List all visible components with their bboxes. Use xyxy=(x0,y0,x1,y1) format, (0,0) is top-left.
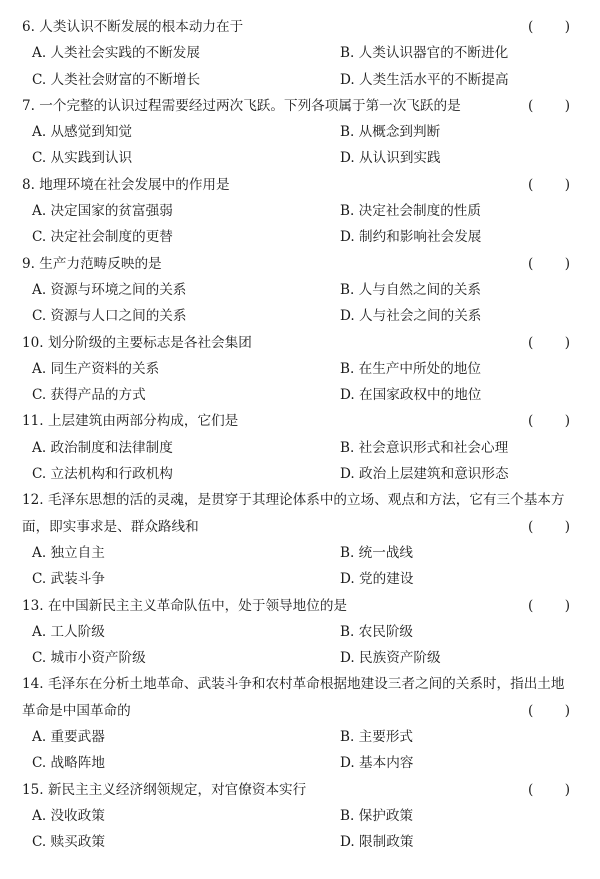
question-stem-line xyxy=(22,671,580,697)
question-stem-text: 11. 上层建筑由两部分构成，它们是 xyxy=(22,413,239,430)
options-row xyxy=(22,645,580,671)
answer-paren-open: ( xyxy=(528,702,534,719)
answer-paren-close: ) xyxy=(564,518,570,535)
answer-paren-open: ( xyxy=(528,597,534,614)
answer-blank[interactable] xyxy=(528,777,570,803)
option-b: B. 在生产中所处的地位 xyxy=(340,360,481,377)
option-c: C. 从实践到认识 xyxy=(32,150,133,167)
options-row xyxy=(22,119,580,145)
option-c: C. 城市小资产阶级 xyxy=(32,650,146,667)
question-stem-text: 13. 在中国新民主主义革命队伍中，处于领导地位的是 xyxy=(22,597,348,614)
question-stem-line xyxy=(22,93,580,119)
option-c: C. 武装斗争 xyxy=(32,571,105,588)
question-stem-line xyxy=(22,408,580,434)
option-b: B. 决定社会制度的性质 xyxy=(340,203,481,220)
option-d: D. 人与社会之间的关系 xyxy=(340,308,482,325)
question-stem-text: 15. 新民主主义经济纲领规定，对官僚资本实行 xyxy=(22,781,307,798)
option-b: B. 社会意识形式和社会心理 xyxy=(340,439,509,456)
option-a: A. 工人阶级 xyxy=(32,623,105,640)
options-row xyxy=(22,619,580,645)
option-a: A. 资源与环境之间的关系 xyxy=(32,281,187,298)
question-stem-line xyxy=(22,487,580,513)
question xyxy=(22,487,580,540)
answer-paren-close: ) xyxy=(564,255,570,272)
question-stem-line xyxy=(22,593,580,619)
option-b: B. 从概念到判断 xyxy=(340,124,441,141)
option-c: C. 战略阵地 xyxy=(32,755,105,772)
question-stem-text: 8. 地理环境在社会发展中的作用是 xyxy=(22,176,230,193)
options-row xyxy=(22,803,580,829)
option-d: D. 民族资产阶级 xyxy=(340,650,441,667)
question-stem-text: 7. 一个完整的认识过程需要经过两次飞跃。下列各项属于第一次飞跃的是 xyxy=(22,97,461,114)
answer-paren-open: ( xyxy=(528,334,534,351)
options-row xyxy=(22,224,580,250)
question-stem-line xyxy=(22,514,580,540)
question xyxy=(22,172,580,198)
option-d: D. 限制政策 xyxy=(340,834,414,851)
answer-paren-open: ( xyxy=(528,413,534,430)
options-row xyxy=(22,356,580,382)
answer-paren-open: ( xyxy=(528,97,534,114)
answer-blank[interactable] xyxy=(528,251,570,277)
option-b: B. 人类认识器官的不断进化 xyxy=(340,45,509,62)
answer-paren-open: ( xyxy=(528,176,534,193)
options-row xyxy=(22,724,580,750)
question-stem-line xyxy=(22,777,580,803)
answer-blank[interactable] xyxy=(528,93,570,119)
answer-paren-close: ) xyxy=(564,334,570,351)
options-row xyxy=(22,829,580,855)
option-c: C. 决定社会制度的更替 xyxy=(32,229,173,246)
question-stem-line xyxy=(22,330,580,356)
option-d: D. 政治上层建筑和意识形态 xyxy=(340,466,509,483)
option-c: C. 获得产品的方式 xyxy=(32,387,146,404)
question-stem-text: 6. 人类认识不断发展的根本动力在于 xyxy=(22,19,244,35)
answer-paren-close: ) xyxy=(564,781,570,798)
option-a: A. 独立自主 xyxy=(32,544,105,561)
options-row xyxy=(22,67,580,93)
options-row xyxy=(22,566,580,592)
question-stem-text: 14. 毛泽东在分析土地革命、武装斗争和农村革命根据地建设三者之间的关系时，指出土地 xyxy=(22,676,565,693)
option-d: D. 党的建设 xyxy=(340,571,414,588)
options-row xyxy=(22,277,580,303)
options-row xyxy=(22,145,580,171)
answer-paren-close: ) xyxy=(564,176,570,193)
option-b: B. 人与自然之间的关系 xyxy=(340,281,481,298)
option-a: A. 决定国家的贫富强弱 xyxy=(32,203,173,220)
answer-blank[interactable] xyxy=(528,514,570,540)
answer-blank[interactable] xyxy=(528,593,570,619)
option-a: A. 重要武器 xyxy=(32,729,105,746)
option-c: C. 立法机构和行政机构 xyxy=(32,466,173,483)
option-d: D. 在国家政权中的地位 xyxy=(340,387,482,404)
option-a: A. 没收政策 xyxy=(32,807,105,824)
question-stem-line xyxy=(22,698,580,724)
answer-paren-close: ) xyxy=(564,597,570,614)
option-b: B. 主要形式 xyxy=(340,729,414,746)
options-row xyxy=(22,40,580,66)
answer-blank[interactable] xyxy=(528,330,570,356)
answer-paren-close: ) xyxy=(564,97,570,114)
option-d: D. 人类生活水平的不断提高 xyxy=(340,71,509,88)
question-stem-text: 革命是中国革命的 xyxy=(22,702,131,719)
option-b: B. 农民阶级 xyxy=(340,623,414,640)
options-row xyxy=(22,540,580,566)
options-row xyxy=(22,750,580,776)
answer-paren-open: ( xyxy=(528,781,534,798)
question xyxy=(22,251,580,277)
question xyxy=(22,93,580,119)
option-a: A. 政治制度和法律制度 xyxy=(32,439,173,456)
answer-blank[interactable] xyxy=(528,14,570,40)
options-row xyxy=(22,303,580,329)
option-b: B. 保护政策 xyxy=(340,807,414,824)
question xyxy=(22,330,580,356)
question-stem-text: 12. 毛泽东思想的活的灵魂，是贯穿于其理论体系中的立场、观点和方法，它有三个基本方 xyxy=(22,492,565,509)
question-stem-line xyxy=(22,14,580,40)
answer-paren-open: ( xyxy=(528,518,534,535)
answer-paren-close: ) xyxy=(564,413,570,430)
question xyxy=(22,14,580,40)
question xyxy=(22,408,580,434)
question-stem-text: 10. 划分阶级的主要标志是各社会集团 xyxy=(22,334,252,351)
answer-paren-close: ) xyxy=(564,702,570,719)
question xyxy=(22,671,580,724)
option-d: D. 从认识到实践 xyxy=(340,150,441,167)
question-stem-line xyxy=(22,172,580,198)
answer-blank[interactable] xyxy=(528,172,570,198)
option-a: A. 人类社会实践的不断发展 xyxy=(32,45,200,62)
options-row xyxy=(22,435,580,461)
options-row xyxy=(22,382,580,408)
answer-blank[interactable] xyxy=(528,408,570,434)
option-c: C. 赎买政策 xyxy=(32,834,105,851)
question xyxy=(22,777,580,803)
option-d: D. 基本内容 xyxy=(340,755,414,772)
answer-paren-close: ) xyxy=(564,19,570,35)
answer-blank[interactable] xyxy=(528,698,570,724)
answer-paren-open: ( xyxy=(528,255,534,272)
answer-paren-open: ( xyxy=(528,19,534,35)
option-a: A. 从感觉到知觉 xyxy=(32,124,133,141)
option-a: A. 同生产资料的关系 xyxy=(32,360,160,377)
option-b: B. 统一战线 xyxy=(340,544,414,561)
question xyxy=(22,593,580,619)
option-d: D. 制约和影响社会发展 xyxy=(340,229,482,246)
options-row xyxy=(22,461,580,487)
question-stem-text: 面，即实事求是、群众路线和 xyxy=(22,518,199,535)
option-c: C. 资源与人口之间的关系 xyxy=(32,308,187,325)
question-stem-text: 9. 生产力范畴反映的是 xyxy=(22,255,162,272)
question-stem-line xyxy=(22,251,580,277)
options-row xyxy=(22,198,580,224)
option-c: C. 人类社会财富的不断增长 xyxy=(32,71,201,88)
